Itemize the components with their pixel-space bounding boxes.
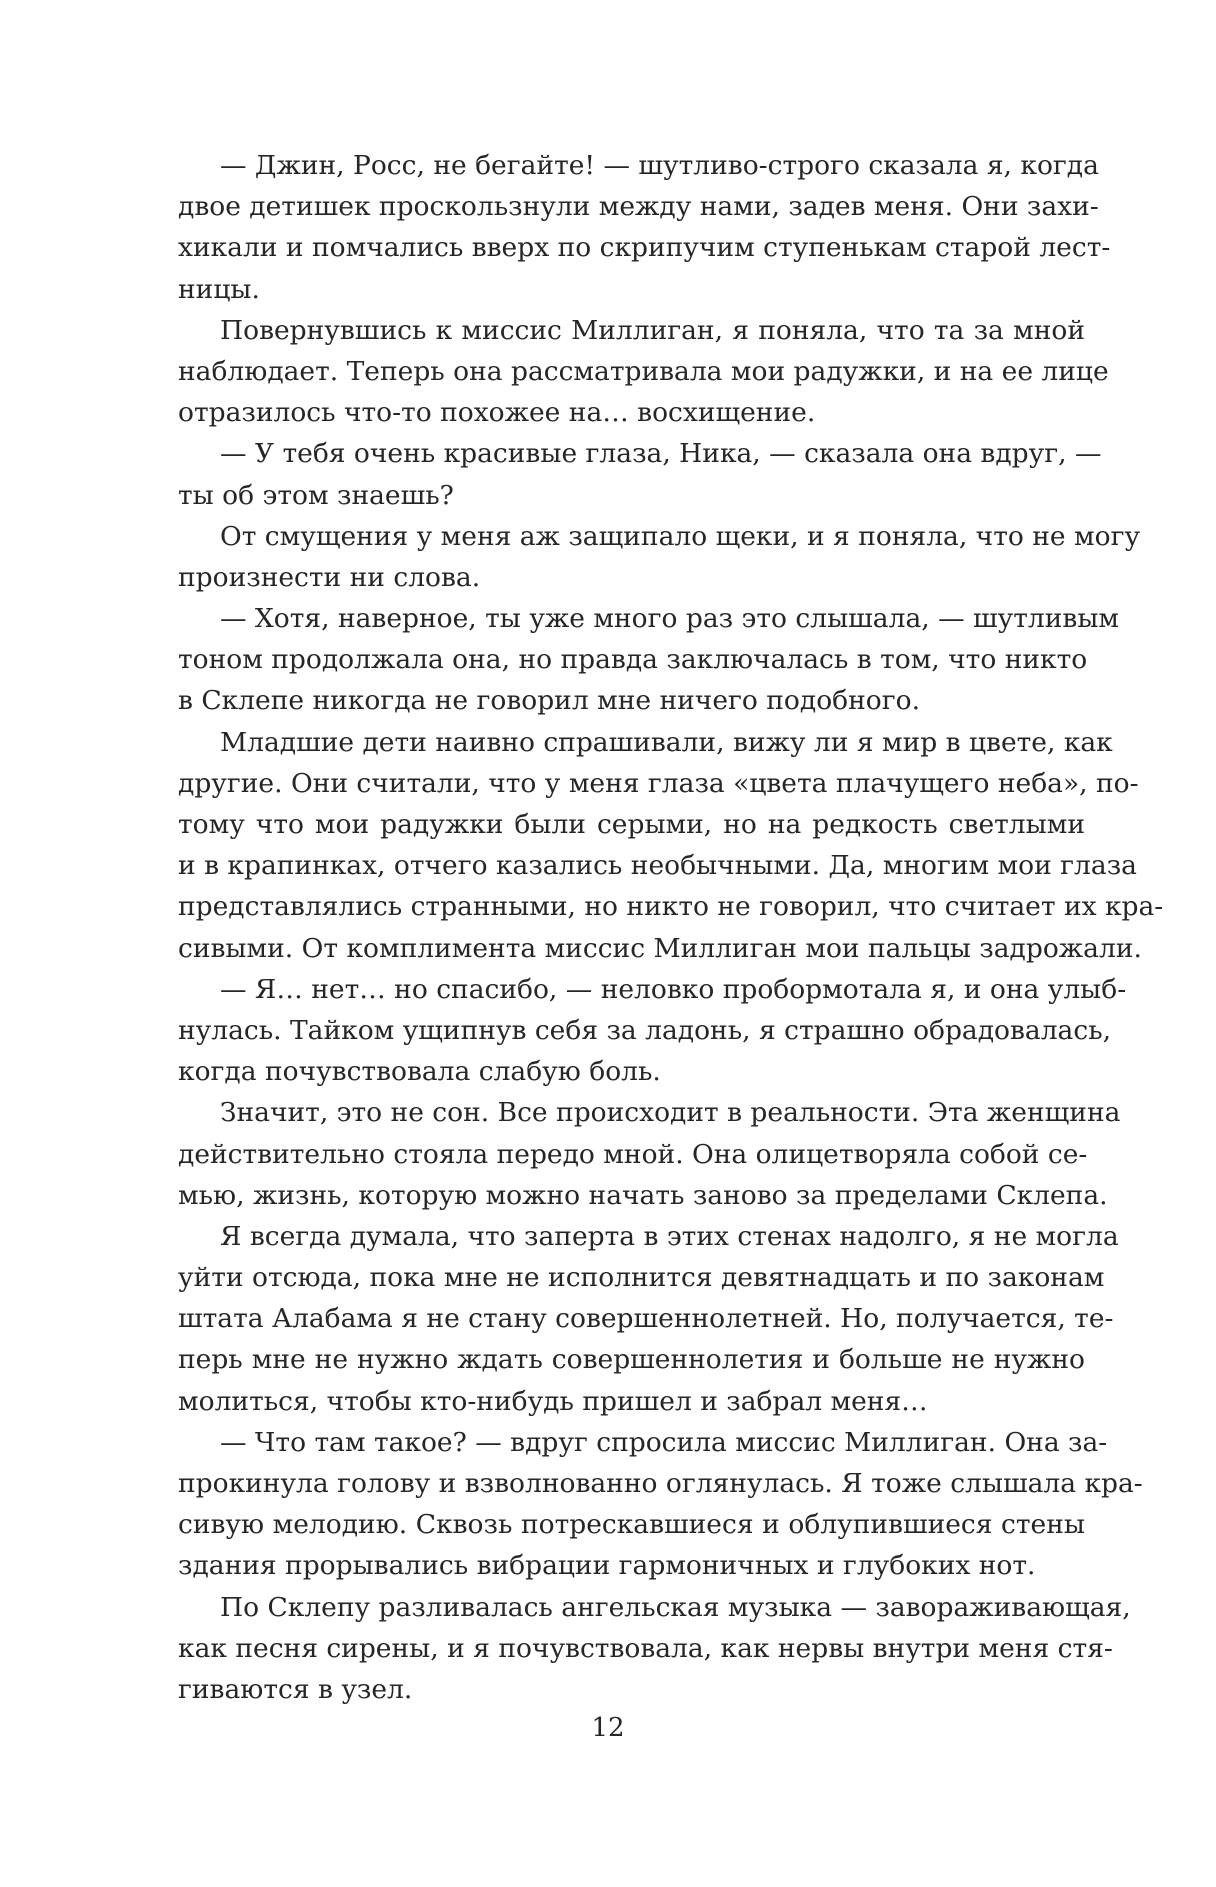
text-line: По Склепу разливалась ангельская музыка — завораживающая, <box>220 1591 1131 1623</box>
paragraph <box>178 598 1120 722</box>
text-line: отразилось что-то похожее на… восхищение. <box>178 397 816 429</box>
text-line: уйти отсюда, пока мне не исполнится девятнадцать и по законам <box>178 1262 1105 1294</box>
paragraph <box>178 1092 1121 1216</box>
text-line: хикали и помчались вверх по скрипучим ступенькам старой лест- <box>178 232 1111 264</box>
text-line: в Склепе никогда не говорил мне ничего подобного. <box>178 685 920 717</box>
text-line: действительно стояла передо мной. Она олицетворяла собой се- <box>178 1138 1088 1170</box>
text-line: тому что мои радужки были серыми, но на редкость светлыми <box>178 809 1085 840</box>
text-line: ты об этом знаешь? <box>178 479 454 511</box>
text-line: наблюдает. Теперь она рассматривала мои радужки, и на ее лице <box>178 355 1109 387</box>
text-line: тоном продолжала она, но правда заключалась в том, что никто <box>178 644 1088 676</box>
paragraph <box>178 722 1164 969</box>
text-line: здания прорывались вибрации гармоничных и глубоких нот. <box>178 1550 1036 1582</box>
paragraph <box>178 1216 1119 1422</box>
text-line: когда почувствовала слабую боль. <box>178 1056 661 1088</box>
text-line: Младшие дети наивно спрашивали, вижу ли я мир в цвете, как <box>220 726 1113 758</box>
text-line: прокинула голову и взволнованно оглянулась. Я тоже слышала кра- <box>178 1468 1143 1499</box>
paragraph <box>178 310 1109 434</box>
text-line: штата Алабама я не стану совершеннолетней. Но, получается, те- <box>178 1303 1114 1335</box>
text-line: — Хотя, наверное, ты уже много раз это слышала, — шутливым <box>220 603 1120 635</box>
text-line: ницы. <box>178 273 260 305</box>
text-line: сивую мелодию. Сквозь потрескавшиеся и облупившиеся стены <box>178 1509 1085 1541</box>
text-line: сивыми. От комплимента миссис Миллиган мои пальцы задрожали. <box>178 932 1142 964</box>
text-line: Я всегда думала, что заперта в этих стенах надолго, я не могла <box>220 1220 1119 1252</box>
paragraph <box>178 516 1141 598</box>
text-line: мью, жизнь, которую можно начать заново за пределами Склепа. <box>178 1179 1108 1211</box>
paragraph <box>178 145 1111 310</box>
text-line: произнести ни слова. <box>178 561 481 593</box>
text-line: — У тебя очень красивые глаза, Ника, — сказала она вдруг, — <box>220 438 1102 470</box>
text-line: — Джин, Росс, не бегайте! — шутливо-строго сказала я, когда <box>220 150 1099 181</box>
text-line: Значит, это не сон. Все происходит в реальности. Эта женщина <box>220 1097 1121 1129</box>
paragraph <box>178 969 1127 1093</box>
text-line: — Что там такое? — вдруг спросила миссис Миллиган. Она за- <box>220 1426 1108 1458</box>
text-line: гиваются в узел. <box>178 1673 413 1705</box>
text-line: другие. Они считали, что у меня глаза «цвета плачущего неба», по- <box>178 767 1139 799</box>
text-line: — Я… нет… но спасибо, — неловко пробормотала я, и она улыб- <box>220 973 1127 1005</box>
text-line: как песня сирены, и я почувствовала, как нервы внутри меня стя- <box>178 1632 1113 1664</box>
paragraph <box>178 1422 1143 1587</box>
text-line: молиться, чтобы кто-нибудь пришел и забрал меня… <box>178 1385 928 1417</box>
text-line: нулась. Тайком ущипнув себя за ладонь, я страшно обрадовалась, <box>178 1014 1112 1046</box>
text-line: и в крапинках, отчего казались необычными. Да, многим мои глаза <box>178 850 1137 882</box>
text-line: представлялись странными, но никто не говорил, что считает их кра- <box>178 891 1164 923</box>
paragraph <box>178 433 1102 515</box>
text-line: От смущения у меня аж защипало щеки, и я поняла, что не могу <box>220 520 1141 552</box>
text-line: Повернувшись к миссис Миллиган, я поняла, что та за мной <box>220 314 1085 346</box>
text-line: двое детишек проскользнули между нами, задев меня. Они захи- <box>178 191 1099 223</box>
paragraph <box>178 1587 1131 1711</box>
body-text <box>178 145 1164 1710</box>
page-number: 12 <box>591 1713 625 1743</box>
text-line: перь мне не нужно ждать совершеннолетия и больше не нужно <box>178 1344 1085 1376</box>
